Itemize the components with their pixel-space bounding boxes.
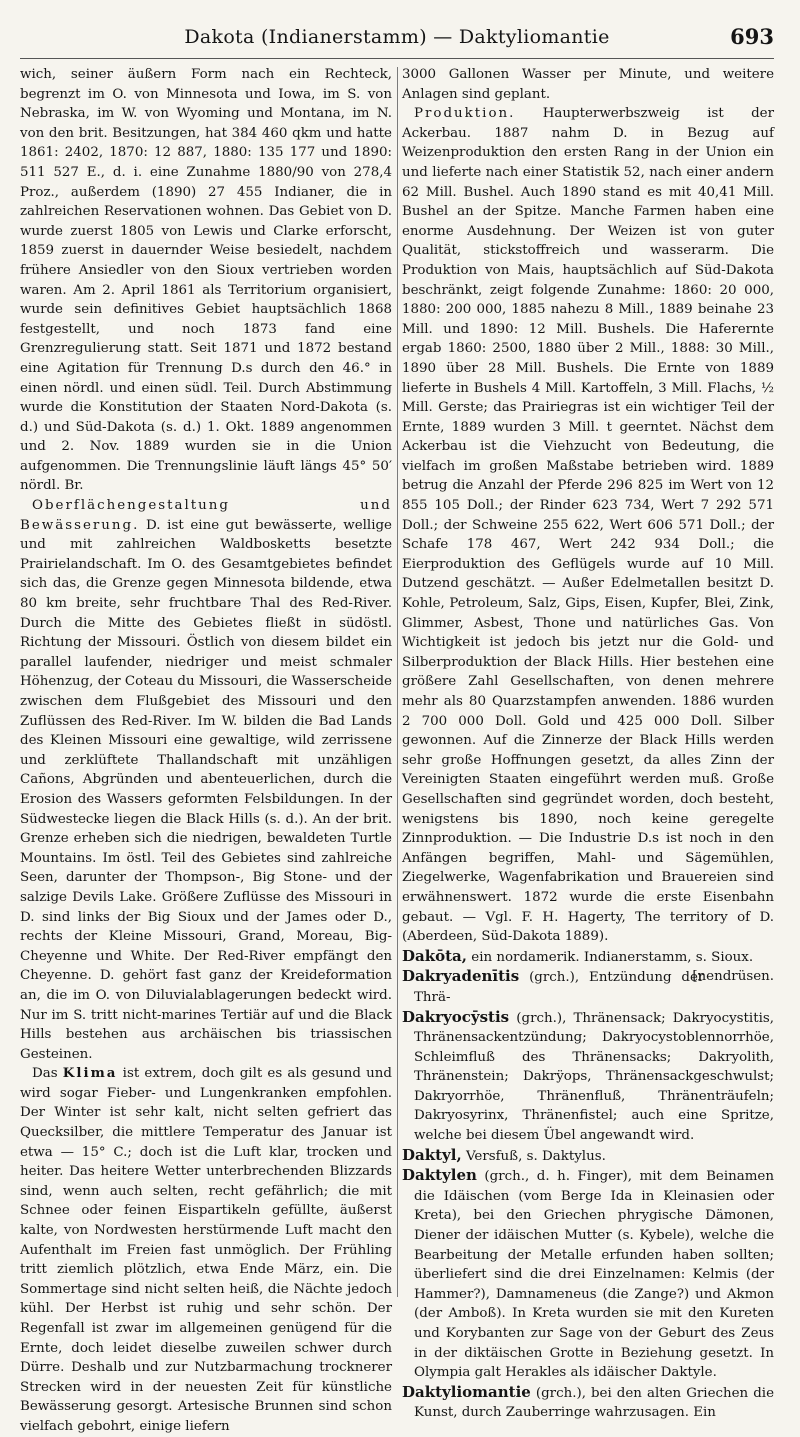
- section-heading: Produktion.: [414, 106, 516, 122]
- entry-text: [nendrüsen.: [692, 969, 774, 985]
- page-number: 693: [730, 24, 774, 49]
- paragraph-text: Haupterwerbszweig ist der Ackerbau. 1887 nahm D. in Bezug auf Weizenproduktion den ersten Rang in der Union ein und lieferte nach einer Statistik 52, nach einer andern 62 Mill. Bushel. Auch 1890 stand es mit 40,41 Mill. Bushel an der Spitze. Manche Farmen haben eine enorme Ausdehnung. Der Weizen ist von guter Qualität, stickstoffreich und wasserarm. Die Produktion von Mais, hauptsächlich auf Süd-Dakota beschränkt, zeigt folgende Zunahme: 1860: 20 000, 1880: 200 000, 1885 nahezu 8 Mill., 1889 beinahe 23 Mill. und 1890: 12 Mill. Bushels. Die Haferernte ergab 1860: 2500, 1880 über 2 Mill., 1888: 30 Mill., 1890 über 28 Mill. Bushels. Die Ernte von 1889 lieferte in Bushels 4 Mill. Kartoffeln, 3 Mill. Flachs, ½ Mill. Gerste; das Prairiegras ist ein wichtiger Teil der Ernte, 1889 wurden 3 Mill. t geerntet. Nächst dem Ackerbau ist die Viehzucht von Bedeutung, die vielfach im großen Maßstabe betrieben wird. 1889 betrug die Anzahl der Pferde 296 825 im Wert von 12 855 105 Doll.; der Rinder 623 734, Wert 7 292 571 Doll.; der Schweine 255 622, Wert 606 571 Doll.; der Schafe 178 467, Wert 242 934 Doll.; die Eierproduktion des Geflügels wurde auf 10 Mill. Dutzend geschätzt. — Außer Edelmetallen besitzt D. Kohle, Petroleum, Salz, Gips, Eisen, Kupfer, Blei, Zink, Glimmer, Asbest, Thone und natürliches Gas. Von Wichtigkeit ist jedoch bis jetzt nur die Gold- und Silberproduktion der Black Hills. Hier bestehen eine größere Zahl Gesellschaften, von denen mehrere mehr als 80 Quarzstampfen anwenden. 1886 wurden 2 700 000 Doll. Gold und 425 000 Doll. Silber gewonnen. Auf die Zinnerze der Black Hills werden sehr große Hoffnungen gesetzt, da alles Zinn der Vereinigten Staaten eingeführt werden muß. Große Gesellschaften sind gegründet worden, doch besteht, wenigstens bis 1890, noch keine geregelte Zinnproduktion. — Die Industrie D.s ist noch in den Anfängen begriffen, Mahl- und Sägemühlen, Ziegelwerke, Wagenfabrikation und Brauereien sind erwähnenswert. 1872 wurde die erste Eisenbahn gebaut. — Vgl. F. H. Hagerty, The territory of D. (Aberdeen, Süd-Dakota 1889).: [402, 106, 774, 945]
- paragraph-text: ist extrem, doch gilt es als gesund und wird sogar Fieber- und Lungenkranken empfohlen. Der Winter ist sehr kalt, nicht selten gefriert das Quecksilber, die mittlere Temperatur des Januar ist etwa — 15° C.; doch ist die Luft klar, trocken und heiter. Das heitere Wetter unterbrechenden Blizzards sind, wenn auch selten, recht gefährlich; die mit Schnee oder feinen Eispartikeln gefüllte, äußerst kalte, von Nordwesten herstürmende Luft macht den Aufenthalt im Freien fast unmöglich. Der Frühling tritt ziemlich plötzlich, etwa Ende März, ein. Die Sommertage sind nicht selten heiß, die Nächte jedoch kühl. Der Herbst ist ruhig und sehr schön. Der Regenfall ist zwar im allgemeinen genügend für die Ernte, doch leidet dieselbe zuweilen schwer durch Dürre. Deshalb und zur Nutzbarmachung trocknerer Strecken wird in der neuesten Zeit für künstliche Bewässerung gesorgt. Artesische Brunnen sind schon vielfach gebohrt, einige liefern: [20, 1066, 392, 1434]
- entry-headword: Dakryocȳstis: [402, 1007, 510, 1026]
- entry-headword: Dakryadenītis: [402, 967, 520, 986]
- entry-text: (grch.), Thränensack; Dakryocystitis, Thränensackentzündung; Dakryocystoblennorrhöe, Schleimfluß des Thränensacks; Dakryolith, Thränenstein; Dakrÿops, Thränensackgeschwulst; Dakryorrhöe, Thränenfluß, Thränenträufeln; Dakryosyrinx, Thränenfistel; auch eine Spritze, welche bei diesem Übel angewandt wird.: [414, 1010, 775, 1144]
- paragraph: wich, seiner äußern Form nach ein Rechteck, begrenzt im O. von Minnesota und Iowa, im S. von Nebraska, im W. von Wyoming und Montana, im N. von den brit. Besitzungen, hat 384 460 qkm und hatte 1861: 2402, 1870: 12 887, 1880: 135 177 und 1890: 511 527 E., d. i. eine Zunahme 1880/90 von 278,4 Proz., außerdem (1890) 27 455 Indianer, die in zahlreichen Reservationen wohnen. Das Gebiet von D. wurde zuerst 1805 von Lewis und Clarke erforscht, 1859 zuerst in dauernder Weise besiedelt, nachdem frühere Ansiedler von den Sioux vertrieben worden waren. Am 2. April 1861 als Territorium organisiert, wurde sein definitives Gebiet hauptsächlich 1868 festgestellt, und noch 1873 fand eine Grenzregulierung statt. Seit 1871 und 1872 bestand eine Agitation für Trennung D.s durch den 46.° in einen nördl. und einen südl. Teil. Durch Abstimmung wurde die Konstitution der Staaten Nord-Dakota (s. d.) und Süd-Dakota (s. d.) 1. Okt. 1889 angenommen und 2. Nov. 1889 wurden sie in die Union aufgenommen. Die Trennungslinie läuft längs 45° 50′ nördl. Br.: [20, 67, 392, 494]
- entry-text: (grch., d. h. Finger), mit dem Beinamen die Idäischen (vom Berge Ida in Kleinasien oder Kreta), bei den Griechen phrygische Dämonen, Diener der idäischen Mutter (s. Kybele), welche die Bearbeitung der Metalle erfunden haben sollten; überliefert sind die drei Einzelnamen: Kelmis (der Hammer?), Damnameneus (die Zange?) und Akmon (der Amboß). In Kreta wurden sie mit den Kureten und Korybanten zur Sage von der Geburt des Zeus in der diktäischen Grotte in Beziehung gesetzt. In Olympia galt Herakles als idäischer Daktyle.: [414, 1169, 774, 1381]
- entry-text: Versfuß, s. Daktylus.: [465, 1148, 606, 1164]
- paragraph-text: Das: [32, 1066, 58, 1082]
- column-divider: [397, 67, 398, 1297]
- paragraph: [402, 104, 774, 947]
- paragraph: [20, 1064, 392, 1436]
- paragraph-text: D. ist eine gut bewässerte, wellige und mit zahlreichen Waldbosketts besetzte Prairielandschaft. Im O. des Gesamtgebietes befindet sich das, die Grenze gegen Minnesota bildende, etwa 80 km breite, sehr fruchtbare Thal des Red-River. Durch die Mitte des Gebietes fließt in südöstl. Richtung der Missouri. Östlich von diesem bildet ein parallel laufender, niedriger und meist schmaler Höhenzug, der Coteau du Missouri, die Wasserscheide zwischen dem Flußgebiet des Missouri und den Zuflüssen des Red-River. Im W. bilden die Bad Lands des Kleinen Missouri eine gewaltige, wild zerrissene und zerklüftete Thallandschaft mit unzähligen Cañons, Abgründen und abenteuerlichen, durch die Erosion des Wassers geformten Felsbildungen. In der Südwestecke liegen die Black Hills (s. d.). An der brit. Grenze erheben sich die niedrigen, bewaldeten Turtle Mountains. Im östl. Teil des Gebietes sind zahlreiche Seen, darunter der Thompson-, Big Stone- und der salzige Devils Lake. Größere Zuflüsse des Missouri in D. sind links der Big Sioux und der James oder D., rechts der Kleine Missouri, Grand, Moreau, Big-Cheyenne und White. Der Red-River empfängt den Cheyenne. D. gehört fast ganz der Kreideformation an, die im O. von Diluvialablagerungen bedeckt wird. Nur im S. tritt nicht-marines Tertiär auf und die Black Hills bestehen aus archäischen bis triassischen Gesteinen.: [20, 517, 392, 1062]
- text-columns: [20, 65, 774, 1437]
- entry-headword: Dakōta,: [402, 946, 467, 965]
- paragraph: [20, 496, 392, 1064]
- dictionary-entry: [402, 1146, 774, 1167]
- entry-headword: Daktyl,: [402, 1145, 462, 1164]
- page-header: [20, 18, 774, 59]
- entry-text: (grch.), Entzündung der Thrä-: [414, 970, 705, 1005]
- entry-headword: Daktylen: [402, 1166, 477, 1185]
- entry-text: ein nordamerik. Indianerstamm, s. Sioux.: [471, 949, 754, 965]
- left-column: [20, 65, 392, 1437]
- dictionary-entry: [402, 1008, 774, 1146]
- section-heading: Klima: [62, 1065, 118, 1082]
- dictionary-entry: [402, 1383, 774, 1423]
- entry-headword: Daktyliomantie: [402, 1382, 531, 1401]
- right-column: [402, 65, 774, 1437]
- section-heading: Oberflächengestaltung und Bewässerung.: [20, 498, 392, 533]
- dictionary-entry: [402, 1166, 774, 1383]
- paragraph: 3000 Gallonen Wasser per Minute, und weitere Anlagen sind geplant.: [402, 67, 774, 102]
- entry-text: (grch.), bei den alten Griechen die Kunst, durch Zauberringe wahrzusagen. Ein: [414, 1385, 774, 1421]
- running-head: Dakota (Indianerstamm) — Daktyliomantie: [184, 26, 610, 48]
